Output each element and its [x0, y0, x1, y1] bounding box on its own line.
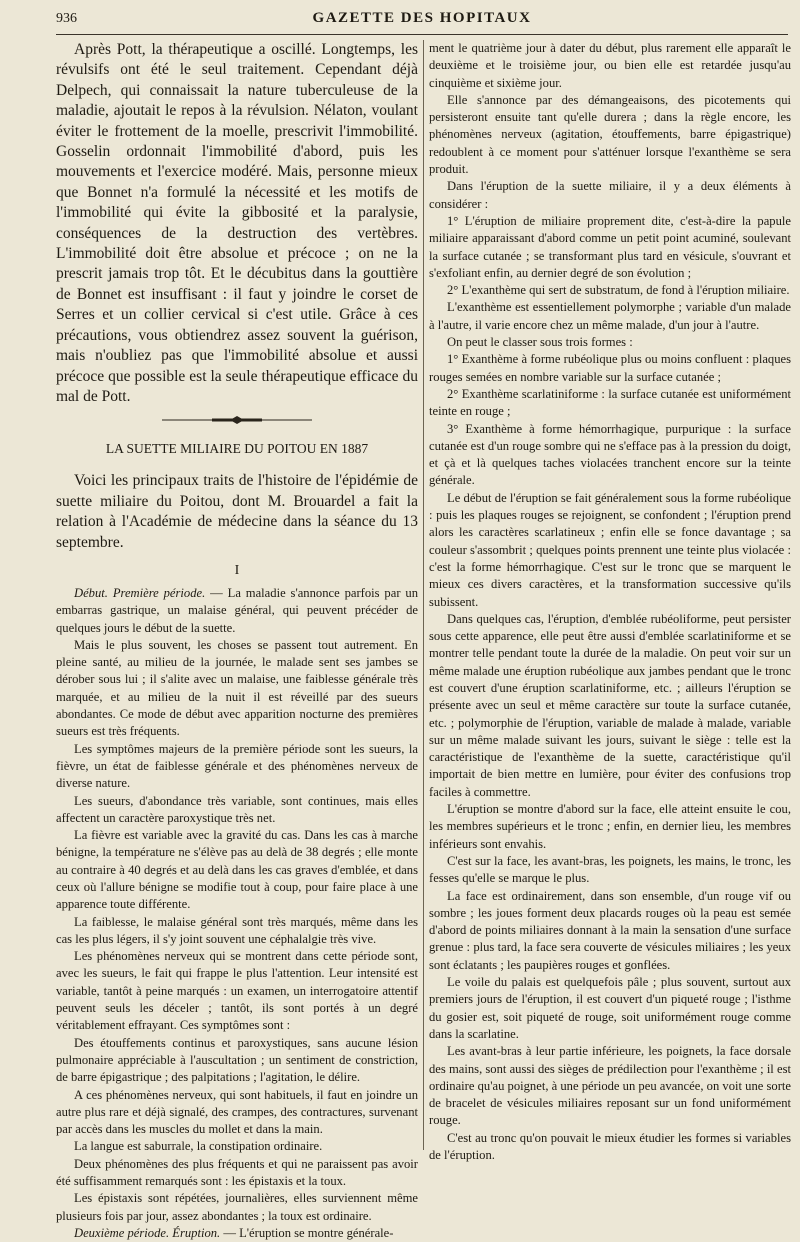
column-divider [423, 40, 424, 1150]
paragraph: 1° L'éruption de miliaire proprement dite, c'est-à-dire la papule miliaire apparaissant d'abord comme un petit point acuminé, soulevant la surface cutanée ; se transformant plus tard en vésicule, s'ouvrant et s'exfoliant enfin, au dernier degré de son évolution ; [429, 213, 791, 280]
paragraph: Les phénomènes nerveux qui se montrent dans cette période sont, avec les sueurs, le fait qui frappe le plus l'attention. Leur intensité est variable, tantôt à peine marqués : un examen, un interrogatoire attentif peuvent seuls les déceler ; tantôt, ils sont portés à un degré véritablement effrayant. Ces symptômes sont : [56, 949, 418, 1033]
paragraph: C'est au tronc qu'on pouvait le mieux étudier les formes si variables de l'éruption. [429, 1130, 791, 1162]
debut-paragraph [56, 585, 418, 637]
paragraph: La face est ordinairement, dans son ensemble, d'un rouge vif ou sombre ; les joues forment deux placards rouges où la peau est semée d'abord de points miliaires donnant à la main la sensation d'une surface grenue : plus tard, la face sera couverte de vésicules miliaires ; les yeux sont éclatants ; les paupières rouges et gonflées. [429, 888, 791, 972]
paragraph: Dans l'éruption de la suette miliaire, il y a deux éléments à considérer : [429, 179, 791, 211]
paragraph: Deux phénomènes des plus fréquents et qui ne paraissent pas avoir été suffisamment remarqués sont : les épistaxis et la toux. [56, 1156, 418, 1189]
paragraph: La fièvre est variable avec la gravité du cas. Dans les cas à marche bénigne, la température ne s'élève pas au delà de 38 degrés ; elle monte au contraire à 40 degrés et au delà dans les cas graves d'emblée, et dans ceux où l'allure bénigne se modifie tout à coup, pour faire place à une apparence toute différente. [56, 828, 418, 912]
paragraph: Dans quelques cas, l'éruption, d'emblée rubéoliforme, peut persister sous cette apparence, elle peut être aussi d'emblée scarlatiniforme et se montrer telle pendant toute la durée de la maladie. On peut voir sur un même malade une éruption rubéolique aux jambes pendant que le tronc est couvert d'une éruption scarlatiniforme, etc. ; ailleurs l'éruption se présente avec un seul et même caractère sur toute la surface cutanée, etc. ; polymorphie de l'éruption, variable de malade à malade, variable sur un même malade suivant les jours, suivant le siège : telle est la caractéristique de l'exanthème de la suette, caractéristique qu'il importait de bien mettre en lumière, pour éviter des confusions trop faciles à commettre. [429, 611, 791, 799]
paragraph: L'exanthème est essentiellement polymorphe ; variable d'un malade à l'autre, il varie encore chez un même malade, d'un jour à l'autre. [429, 300, 791, 332]
debut-text: — La maladie s'annonce parfois par un embarras gastrique, un malaise général, qui peuvent précéder de quelques jours le début de la suette. [56, 585, 418, 635]
left-column [56, 40, 418, 1242]
paragraph: L'éruption se montre d'abord sur la face, elle atteint ensuite le cou, les membres supérieurs et le tronc ; enfin, en dernier lieu, les membres inférieurs sont envahis. [429, 802, 791, 851]
paragraph: 2° Exanthème scarlatiniforme : la surface cutanée est uniformément teinte en rouge ; [429, 386, 791, 419]
paragraph: Le début de l'éruption se fait généralement sous la forme rubéolique : puis les plaques rouges se rejoignent, se confondent ; l'éruption prend alors les caractères scarlatineux ; enfin elle se fonce davantage ; sa couleur s'assombrit ; quelques points prennent une teinte plus violacée : c'est la forme hémorrhagique. C'est sur le tronc que se marquent le mieux ces divers caractères, et la transformation successive qu'ils subissent. [429, 490, 791, 609]
paragraph: Le voile du palais est quelquefois pâle ; plus souvent, surtout aux premiers jours de l'éruption, il est couvert d'un piqueté rouge ; l'isthme du gosier est, soit piqueté de rouge, soit uniformément rouge comme dans la scarlatine. [429, 975, 791, 1041]
paragraph: Les avant-bras à leur partie inférieure, les poignets, la face dorsale des mains, sont aussi des sièges de prédilection pour l'exanthème ; il est ordinaire qu'au poignet, à une période un peu avancée, on voit une sorte de bracelet de vésicules miliaires reposant sur un fond uniformément rouge. [429, 1044, 791, 1128]
paragraph: La langue est saburrale, la constipation ordinaire. [74, 1139, 323, 1154]
second-period-paragraph [56, 1225, 418, 1242]
debut-heading: Début. Première période. [74, 585, 206, 600]
page-header [56, 8, 788, 35]
paragraph: A ces phénomènes nerveux, qui sont habituels, il faut en joindre un autre plus rare et déjà signalé, des crampes, des contractures, survenant par accès dans les muscles du mollet et dans la main. [56, 1087, 418, 1137]
continued-paragraph: ment le quatrième jour à dater du début, plus rarement elle apparaît le deuxième et le troisième jour, ou bien elle est retardée jusqu'au cinquième et sixième jour. [429, 41, 791, 90]
paragraph: Des étouffements continus et paroxystiques, sans aucune lésion pulmonaire appréciable à l'auscultation ; un sentiment de constriction, de barre épigastrique ; des palpitations ; l'agitation, le délire. [56, 1035, 418, 1085]
page-number: 936 [56, 11, 77, 26]
article-intro: Voici les principaux traits de l'histoire de l'épidémie de suette miliaire du Poitou, dont M. Brouardel a fait la relation à l'Académie de médecine dans la séance du 13 septembre. [56, 472, 418, 551]
article-title: LA SUETTE MILIAIRE DU POITOU EN 1887 [105, 441, 369, 457]
paragraph: Les sueurs, d'abondance très variable, sont continues, mais elles affectent un caractère paroxystique très net. [56, 793, 418, 825]
right-column [429, 40, 791, 1164]
pott-paragraph: Après Pott, la thérapeutique a oscillé. Longtemps, les révulsifs ont été le seul traitement. Cependant déjà Delpech, qui connaissait la nature tuberculeuse de la maladie, ajoutait le repos à la révulsion. Nélaton, voulant éviter le frottement de la moelle, prescrivit l'immobilité. Gosselin ordonnait l'immobilité d'abord, puis les mouvements et l'exercice modéré. Mais, personne mieux que Bonnet n'a formulé la nécessité et les motifs de l'immobilité qui évite la gibbosité et la paralysie, conséquences de la destruction des vertèbres. L'immobilité doit être absolue et précoce ; on ne la prescrit jamais trop tôt. Et le décubitus dans la gouttière de Bonnet est insuffisant : il faut y joindre le corset de Serres et un collier cervical si c'est utile. Grâce à ces précautions, vous obtiendrez assez souvent la guérison, mais n'oubliez pas que l'immobilité absolue et aussi précoce que possible est la seule thérapeutique efficace du mal de Pott. [56, 41, 418, 405]
running-title: GAZETTE DES HOPITAUX [312, 10, 532, 26]
second-period-heading: Deuxième période. Éruption. [74, 1225, 221, 1240]
paragraph: 2° L'exanthème qui sert de substratum, de fond à l'éruption miliaire. [447, 283, 790, 298]
paragraph: 1° Exanthème à forme rubéolique plus ou moins confluent : plaques rouges semées en nombre variable sur la surface cutanée ; [429, 352, 791, 384]
section-ornament [162, 415, 312, 425]
paragraph: Elle s'annonce par des démangeaisons, des picotements qui persisteront ensuite tant qu'elle durera ; dans la règle encore, les phénomènes nerveux (agitation, étouffements, barre épigastrique) redoublent à ce moment pour s'atténuer lorsque l'exanthème se sera produit. [429, 92, 791, 177]
paragraph: Les épistaxis sont répétées, journalières, elles surviennent même plusieurs fois par jour, assez abondantes ; la toux est ordinaire. [56, 1191, 418, 1223]
section-number: I [234, 562, 240, 578]
paragraph: La faiblesse, le malaise général sont très marqués, même dans les cas les plus légers, il s'y joint souvent une céphalalgie très vive. [56, 914, 418, 946]
paragraph: On peut le classer sous trois formes : [447, 335, 633, 350]
paragraph: Mais le plus souvent, les choses se passent tout autrement. En pleine santé, au milieu de la journée, le malade sent ses jambes se dérober sous lui ; il s'alite avec un malaise, une faiblesse générale très marquée, et au milieu de la nuit il est réveillé par des sueurs abondantes. Ce mode de début avec apparition nocturne des premières sueurs est très fréquents. [56, 637, 418, 739]
second-period-text: — L'éruption se montre générale- [220, 1225, 394, 1240]
paragraph: 3° Exanthème à forme hémorrhagique, purpurique : la surface cutanée est d'un rouge sombre qui ne s'efface pas à la pression du doigt, et çà et là quelques taches violacées tranchent encore sur la teinte générale. [429, 421, 791, 488]
paragraph: Les symptômes majeurs de la première période sont les sueurs, la fièvre, un état de faiblesse générale et des phénomènes nerveux de diverse nature. [56, 741, 418, 791]
paragraph: C'est sur la face, les avant-bras, les poignets, les mains, le tronc, les fesses qu'elle se marque le plus. [429, 853, 791, 886]
